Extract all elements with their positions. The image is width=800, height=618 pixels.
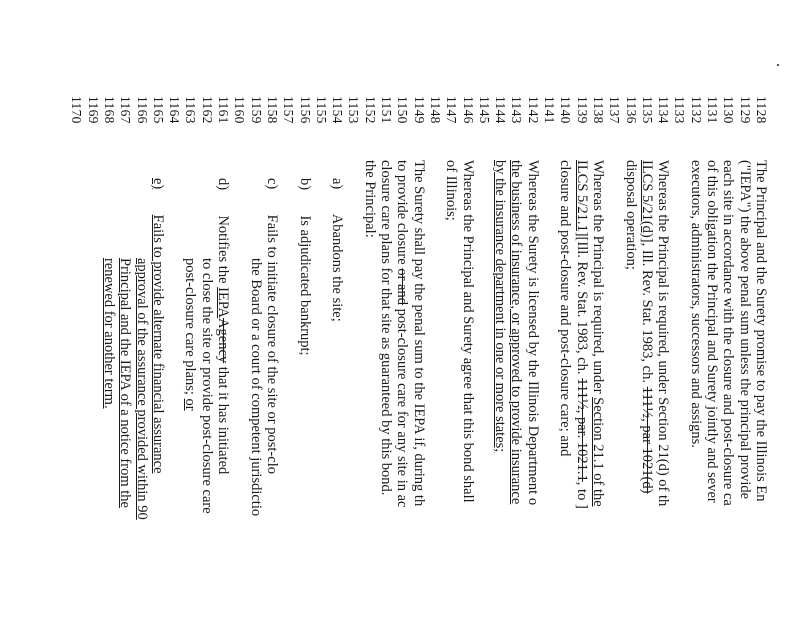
- document-line: [442, 0, 460, 618]
- struck-deletion: 111½, par. 1021.1: [573, 378, 590, 482]
- document-line: [605, 0, 623, 618]
- text-run: ("IEPA") the above penal sum unless the principal provide: [736, 160, 753, 500]
- underlined-insertion: Principal and the IEPA of a notice from the: [117, 258, 134, 508]
- document-line: [361, 0, 379, 618]
- line-number: 1146: [460, 96, 476, 124]
- line-number: 1162: [199, 96, 215, 124]
- underlined-insertion: ILCS 5/21(d)]: [638, 160, 655, 243]
- underlined-insertion: ILCS 5/21.1]: [573, 160, 590, 237]
- document-line: [182, 0, 200, 618]
- text-run: closure and post-closure and post-closure care; and: [557, 160, 574, 457]
- line-number: 1135: [639, 96, 655, 124]
- document-line: [703, 0, 721, 618]
- document-line: [328, 0, 346, 618]
- line-number: 1145: [476, 96, 492, 124]
- line-text: [654, 160, 672, 506]
- document-line: [100, 0, 118, 618]
- line-number: 1160: [232, 96, 248, 124]
- line-number: 1144: [493, 96, 509, 124]
- line-number: 1152: [362, 96, 378, 124]
- line-number: 1157: [281, 96, 297, 124]
- line-number: 1137: [607, 96, 623, 124]
- line-number: 1167: [118, 96, 134, 124]
- text-run: Whereas the Principal and Surety agree that this bond shall: [459, 160, 476, 503]
- text-run: The Surety shall pay the penal sum to the IEPA if, during th: [410, 160, 427, 507]
- text-run: to close the site or provide post-closure care: [198, 258, 215, 514]
- text-run: c) Fails to initiate closure of the site or post-clo: [264, 178, 280, 474]
- line-number: 1158: [265, 96, 280, 124]
- underlined-insertion: Fails to provide alternate financial assurance: [149, 214, 166, 474]
- underlined-insertion: renewed for another term.: [101, 258, 117, 409]
- document-line: [589, 0, 607, 618]
- document-line: [279, 0, 297, 618]
- line-text: [459, 160, 477, 503]
- line-number: 1143: [509, 96, 525, 124]
- text-run: closure care plans for that site as guaranteed by this bond.: [378, 160, 395, 500]
- line-number: 1161: [216, 96, 232, 124]
- line-text: [719, 160, 737, 506]
- line-number: 1147: [444, 96, 460, 124]
- document-line: [654, 0, 672, 618]
- document-line: [133, 0, 151, 618]
- line-number: 1164: [167, 96, 183, 124]
- underlined-insertion: by the insurance department in one or more states;: [492, 160, 509, 453]
- text-run: d) Notifies the: [215, 178, 232, 288]
- document-line: [345, 0, 363, 618]
- document-line: [149, 0, 167, 618]
- line-text: [361, 160, 379, 238]
- document-line: [377, 0, 395, 618]
- struck-deletion: Agency: [215, 318, 232, 364]
- document-line: [116, 0, 134, 618]
- line-text: [182, 258, 200, 411]
- document-line: [508, 0, 526, 618]
- document-line: [752, 0, 770, 618]
- line-number: 1170: [69, 96, 85, 124]
- line-text: [524, 160, 542, 505]
- underlined-insertion: the business of insurance, or approved to provide insurance: [508, 160, 525, 505]
- line-number: 1165: [150, 96, 166, 124]
- line-text: [736, 160, 754, 499]
- text-run: [150, 189, 166, 214]
- line-number: 1148: [428, 96, 443, 124]
- document-line: [410, 0, 428, 618]
- line-text: [573, 160, 591, 509]
- document-line: [622, 0, 640, 618]
- line-text: [133, 258, 151, 520]
- document-line: [573, 0, 591, 618]
- document-line: [214, 0, 232, 618]
- document-line: [165, 0, 183, 618]
- text-run: The Principal and the Surety promise to pay the Illinois En: [753, 160, 769, 502]
- line-number: 1153: [346, 96, 362, 124]
- document-line: [736, 0, 754, 618]
- text-run: , Ill. Rev. Stat. 1983, ch.: [638, 242, 655, 387]
- document-line: [459, 0, 477, 618]
- line-text: [589, 160, 607, 507]
- line-text: [214, 178, 232, 474]
- line-text: [149, 178, 167, 474]
- line-number: 1166: [134, 96, 150, 124]
- text-run: a) Abandons the site;: [329, 178, 346, 322]
- underlined-insertion: e): [149, 178, 166, 190]
- underlined-insertion: IEPA: [215, 287, 232, 319]
- line-number: 1142: [525, 96, 541, 124]
- line-text: [687, 160, 705, 448]
- document-line: [524, 0, 542, 618]
- text-run: Whereas the Principal is required, under Section 21(d) of th: [655, 160, 672, 507]
- line-number: 1155: [313, 96, 329, 124]
- line-text: [296, 178, 314, 356]
- line-number: 1168: [102, 96, 117, 124]
- line-text: [198, 258, 216, 514]
- text-run: b) Is adjudicated bankrupt;: [296, 178, 313, 356]
- document-line: [296, 0, 314, 618]
- line-number: 1156: [297, 96, 313, 124]
- text-run: Whereas the Principal is required, under: [590, 160, 606, 398]
- document-line: [198, 0, 216, 618]
- text-run: post-closure care plans;: [182, 258, 199, 399]
- document-line: [687, 0, 705, 618]
- line-number: 1129: [737, 96, 753, 124]
- document-line: [393, 0, 411, 618]
- text-run: executors, administrators, successors and assigns.: [687, 160, 704, 448]
- line-number: 1163: [183, 96, 199, 124]
- line-number: 1138: [591, 96, 606, 124]
- line-number: 1133: [672, 96, 688, 124]
- document-line: [475, 0, 493, 618]
- document-line: [426, 0, 444, 618]
- line-number: 1128: [754, 96, 769, 124]
- line-text: [263, 178, 281, 474]
- line-text: [622, 160, 640, 270]
- line-number: 1169: [85, 96, 101, 124]
- line-number: 1150: [395, 96, 411, 124]
- text-run: , to ]: [573, 481, 590, 509]
- text-run: of this obligation the Principal and Surety jointly and sever: [704, 160, 721, 503]
- underlined-insertion: or: [182, 398, 199, 411]
- line-number: 1159: [248, 96, 264, 124]
- document-line: [312, 0, 330, 618]
- line-text: [377, 160, 395, 499]
- line-number: 1136: [623, 96, 639, 124]
- line-text: [556, 160, 574, 456]
- document-line: [638, 0, 656, 618]
- document-line: [67, 0, 85, 618]
- line-text: [638, 160, 656, 493]
- line-number: 1132: [688, 96, 704, 124]
- line-number: 1130: [721, 96, 737, 124]
- text-run: post-closure care for any site in ac: [394, 304, 411, 508]
- document-line: [84, 0, 102, 618]
- document-line: [491, 0, 509, 618]
- line-number: 1134: [656, 96, 672, 124]
- document-line: [247, 0, 265, 618]
- line-text: [328, 178, 346, 322]
- line-number: 1140: [558, 96, 574, 124]
- text-run: of Illinois;: [443, 160, 460, 221]
- document-line: [540, 0, 558, 618]
- line-text: [116, 258, 134, 508]
- text-run: each site in accordance with the closure and post-closure ca: [720, 160, 737, 506]
- underlined-insertion: Section 21.1 of the: [590, 397, 606, 507]
- text-run: [Ill. Rev. Stat. 1983, ch.: [573, 236, 590, 379]
- line-text: [491, 160, 509, 452]
- document-line: [671, 0, 689, 618]
- underlined-insertion: approval of the assurance provided within 90: [133, 258, 150, 520]
- line-number: 1139: [574, 96, 590, 124]
- line-number: 1131: [705, 96, 721, 124]
- document-line: [556, 0, 574, 618]
- line-text: [442, 160, 460, 221]
- document-line: [263, 0, 281, 618]
- line-text: [703, 160, 721, 503]
- struck-deletion: 111½, par 1021(d): [638, 386, 655, 494]
- text-run: disposal operation;: [622, 160, 639, 270]
- line-number: 1141: [542, 96, 558, 124]
- document-line: [719, 0, 737, 618]
- text-run: the Principal:: [361, 160, 378, 238]
- line-number: 1149: [411, 96, 427, 124]
- text-run: that it has initiated: [215, 363, 232, 475]
- line-number: 1151: [379, 96, 395, 124]
- text-run: the Board or a court of competent jurisdictio: [247, 258, 264, 517]
- line-text: [100, 258, 118, 409]
- scan-speck: [777, 64, 779, 66]
- document-line: [230, 0, 248, 618]
- line-text: [752, 160, 770, 502]
- line-text: [508, 160, 526, 504]
- line-text: [393, 160, 411, 507]
- line-text: [410, 160, 428, 506]
- line-number: 1154: [330, 96, 346, 124]
- line-text: [247, 258, 265, 516]
- text-run: Whereas the Surety is licensed by the Illinois Department o: [524, 160, 541, 506]
- struck-deletion: or and: [394, 268, 411, 305]
- text-run: to provide closure: [394, 160, 411, 269]
